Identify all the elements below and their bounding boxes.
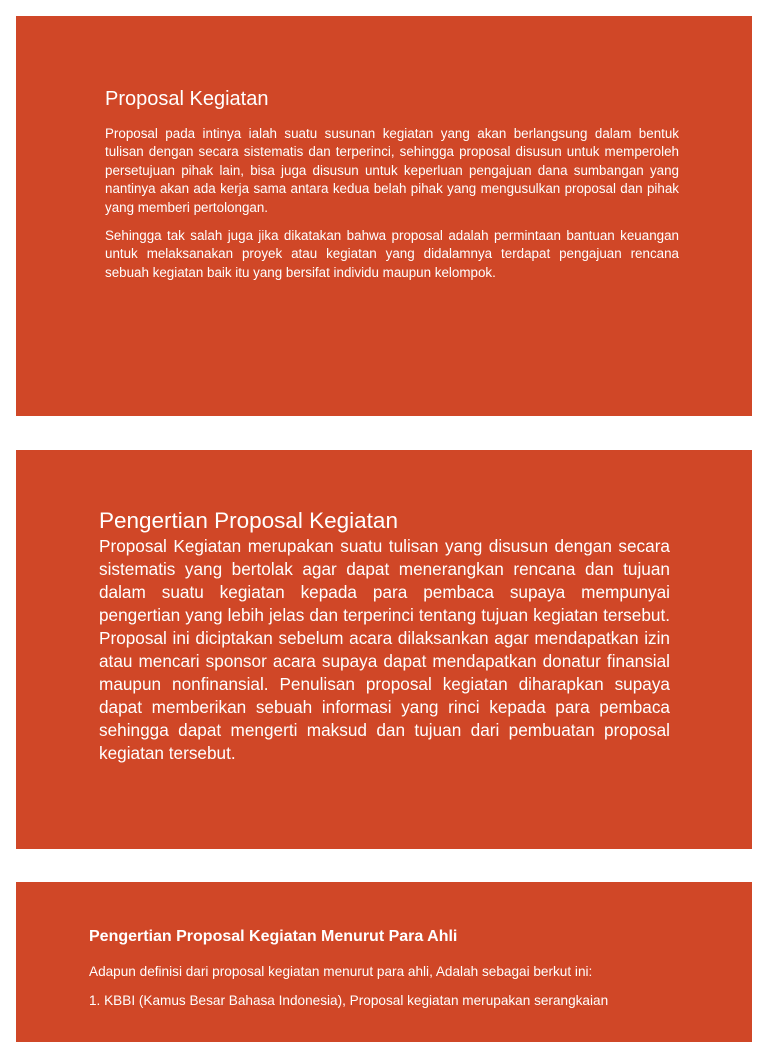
list-item: 1. KBBI (Kamus Besar Bahasa Indonesia), Proposal kegiatan merupakan serangkaian <box>89 993 609 1008</box>
slide-title: Pengertian Proposal Kegiatan <box>99 508 398 533</box>
slide-paragraph: Proposal pada intinya ialah suatu susunan kegiatan yang akan berlangsung dalam bentuk tulisan dengan secara sistematis dan terperinci, sehingga proposal disusun untuk memperoleh persetujuan pihak lain, bisa juga disusun untuk keperluan pengajuan dana sumbangan yang nantinya akan ada kerja sama antara kedua belah pihak yang mengusulkan proposal dan pihak yang memberi pertolongan. <box>105 126 679 215</box>
slide-title: Pengertian Proposal Kegiatan Menurut Para Ahli <box>89 928 458 945</box>
slide-pengertian-proposal-kegiatan <box>16 450 752 849</box>
slide-paragraph: Proposal Kegiatan merupakan suatu tulisan yang disusun dengan secara sistematis yang bertolak agar dapat menerangkan rencana dan tujuan dalam suatu kegiatan kepada para pembaca supaya mempunyai pengertian yang lebih jelas dan terperinci tentang tujuan kegiatan tersebut. Proposal ini diciptakan sebelum acara dilaksankan agar mendapatkan izin atau mencari sponsor acara supaya dapat mendapatkan donatur finansial maupun nonfinansial. Penulisan proposal kegiatan diharapkan supaya dapat memberikan sebuah informasi yang rinci kepada para pembaca sehingga dapat mengerti maksud dan tujuan dari pembuatan proposal kegiatan tersebut. <box>99 536 670 763</box>
slide-paragraph: Sehingga tak salah juga jika dikatakan bahwa proposal adalah permintaan bantuan keuangan untuk melaksanakan proyek atau kegiatan yang didalamnya terdapat pengajuan rencana sebuah kegiatan baik itu yang bersifat individu maupun kelompok. <box>105 228 679 280</box>
slide-intro: Adapun definisi dari proposal kegiatan menurut para ahli, Adalah sebagai berkut ini: <box>89 964 593 979</box>
slide-proposal-kegiatan <box>16 16 752 416</box>
slide-title: Proposal Kegiatan <box>105 88 269 110</box>
slide-pengertian-menurut-para-ahli <box>16 882 752 1042</box>
